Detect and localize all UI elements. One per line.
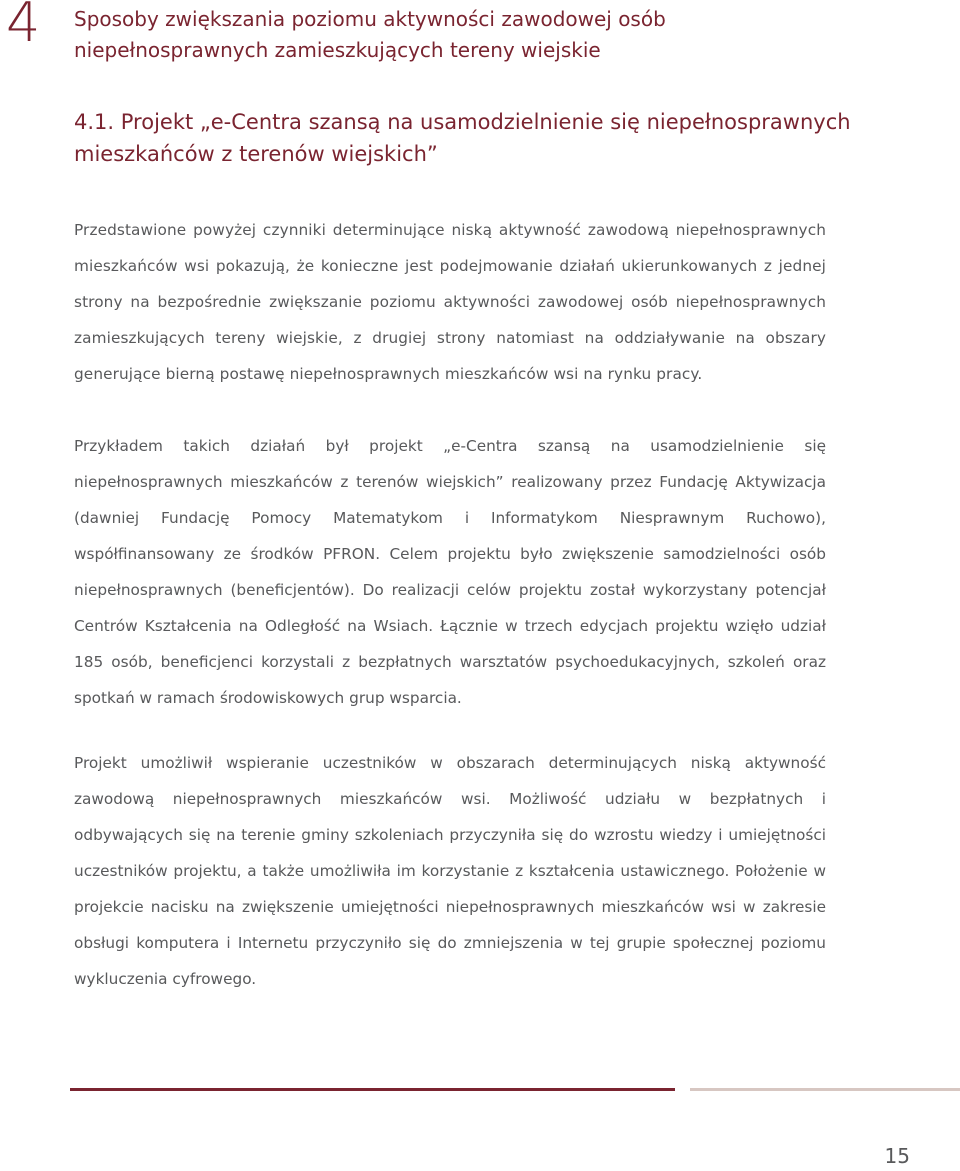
chapter-title	[74, 4, 666, 66]
body-paragraph: Projekt umożliwił wspieranie uczestników w obszarach determinujących niską aktywność zawodową niepełnosprawnych mieszkańców wsi. Możliwość udziału w bezpłatnych i odbywających się na terenie gminy szkoleniach przyczyniła się do wzrostu wiedzy i umiejętności uczestników projektu, a także umożliwiła im korzystanie z kształcenia ustawicznego. Położenie w projekcie nacisku na zwiększenie umiejętności niepełnosprawnych mieszkańców wsi w zakresie obsługi komputera i Internetu przyczyniło się do zmniejszenia w tej grupie społecznej poziomu wykluczenia cyfrowego.	[74, 754, 826, 988]
page-number: 15	[884, 1144, 910, 1168]
body-paragraph: Przykładem takich działań był projekt „e-Centra szansą na usamodzielnienie się niepełnosprawnych mieszkańców z terenów wiejskich” realizowany przez Fundację Aktywizacja (dawniej Fundację Pomocy Matematykom i Informatykom Niesprawnym Ruchowo), współfinansowany ze środków PFRON. Celem projektu było zwiększenie samodzielności osób niepełnosprawnych (beneficjentów). Do realizacji celów projektu został wykorzystany potencjał Centrów Kształcenia na Odległość na Wsiach. Łącznie w trzech edycjach projektu wzięło udział 185 osób, beneficjenci korzystali z bezpłatnych warsztatów psychoedukacyjnych, szkoleń oraz spotkań w ramach środowiskowych grup wsparcia.	[74, 437, 826, 707]
body-paragraph: Przedstawione powyżej czynniki determinujące niską aktywność zawodową niepełnosprawnych mieszkańców wsi pokazują, że konieczne jest podejmowanie działań ukierunkowanych z jednej strony na bezpośrednie zwiększanie poziomu aktywności zawodowej osób niepełnosprawnych zamieszkujących tereny wiejskie, z drugiej strony natomiast na oddziaływanie na obszary generujące bierną postawę niepełnosprawnych mieszkańców wsi na rynku pracy.	[74, 221, 826, 383]
chapter-title-line-1: Sposoby zwiększania poziomu aktywności zawodowej osób	[74, 7, 666, 31]
chapter-number: 4	[6, 0, 41, 54]
section-heading: 4.1. Projekt „e-Centra szansą na usamodzielnienie się niepełnosprawnych mieszkańców z terenów wiejskich”	[74, 110, 851, 166]
footer-rule-dark	[70, 1088, 675, 1091]
chapter-title-line-2: niepełnosprawnych zamieszkujących tereny wiejskie	[74, 38, 601, 62]
footer-rule-light	[690, 1088, 960, 1091]
